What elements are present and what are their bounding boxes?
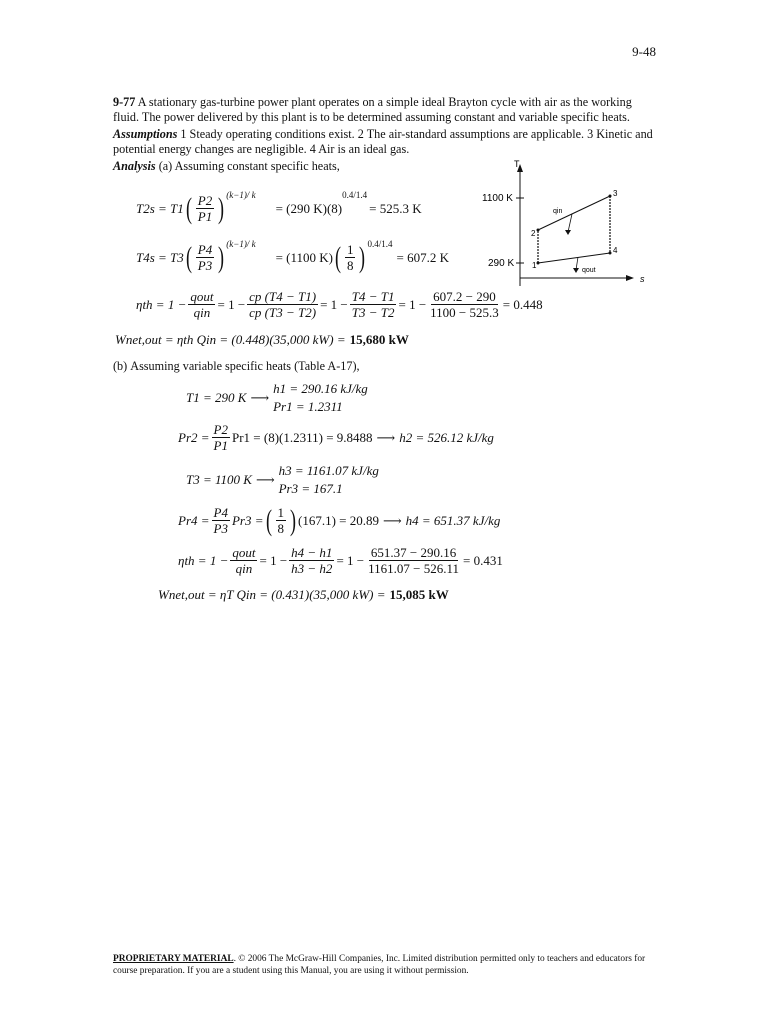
eq-eta-b: ηth = 1 − $\frac{\text{qout}}{\text{qin}}$ = 1 − $\frac{h4 - h1}{h3 - h2}$ = 1 − $\frac{651.37 - 290.16}{1161.07 - 526.11}$ = 0.431 (178, 545, 503, 576)
eq-wnet-a: Wnet,out = ηth Qin = (0.448)(35,000 kW) = 15,680 kW (115, 332, 409, 347)
s-axis-label: s (640, 274, 645, 284)
analysis-label: Analysis (113, 159, 156, 173)
label-2: 2 (531, 229, 536, 238)
s-axis-arrow (626, 275, 634, 281)
point-1 (537, 262, 540, 265)
part-b-intro: (b) Assuming variable specific heats (Table A-17), (113, 359, 360, 373)
page-number: 9-48 (632, 44, 656, 59)
eq-t3: T3 = 1100 K ⟶ h3 = 1161.07 kJ/kg Pr3 = 167.1 (186, 463, 379, 496)
part-a-label: (a) (158, 159, 173, 173)
assumptions-label: Assumptions (113, 127, 178, 141)
eq-t2s: T2s = T1 ( $\frac{P2}{P1}$ ) (k−1)/ k = (290 K)(8) 0.4/1.4 = 525.3 K (136, 189, 422, 225)
point-2 (537, 229, 540, 232)
heat-in-line (538, 196, 610, 230)
problem-number: 9-77 (113, 95, 136, 109)
heat-out-line (538, 253, 610, 263)
ts-diagram (480, 158, 660, 288)
footer-label: PROPRIETARY MATERIAL (113, 954, 234, 964)
t-low-label: 290 K (488, 258, 515, 269)
assumptions (113, 127, 653, 157)
eq-pr4: Pr4 = $\frac{P4}{P3}$ Pr3 = ( $\frac{1}{8}$ ) (167.1) = 20.89 ⟶ h4 = 651.37 kJ/kg (178, 503, 501, 537)
eq-pr2: Pr2 = $\frac{P2}{P1}$ Pr1 = (8)(1.2311) = 9.8488 ⟶ h2 = 526.12 kJ/kg (178, 422, 494, 453)
label-1: 1 (532, 261, 537, 270)
eq-eta-a: ηth = 1 − $\frac{\text{qout}}{\text{qin}}$ = 1 − $\frac{cp (T4 - T1)}{cp (T3 - T2)}$ = 1 − $\frac{T4 - T1}{T3 - T2}$ = 1 − $\frac{607.2 - 290}{1100 - 525.3}$ = 0.448 (136, 289, 543, 320)
q-in-label: qin (553, 208, 563, 215)
t-high-label: 1100 K (482, 193, 513, 204)
q-in-arrowhead (565, 230, 571, 235)
point-3 (609, 195, 612, 198)
label-4: 4 (613, 246, 618, 255)
t-axis-label: T (514, 159, 520, 169)
q-in-arrow (568, 214, 572, 232)
eq-t4s: T4s = T3 ( $\frac{P4}{P3}$ ) (k−1)/ k = (1100 K) ( $\frac{1}{8}$ ) 0.4/1.4 = 607.2 K (136, 238, 449, 274)
statement: A stationary gas-turbine power plant operates on a simple ideal Brayton cycle with air as the working fluid. The power delivered by this plant is to be determined assuming constant and variable specific heats. (113, 95, 632, 124)
label-3: 3 (613, 189, 618, 198)
part-a-text: Assuming constant specific heats, (174, 159, 340, 173)
assumptions-text: 1 Steady operating conditions exist. 2 The air-standard assumptions are applicable. 3 Kinetic and potential energy changes are negligible. 4 Air is an ideal gas. (113, 127, 653, 156)
point-4 (609, 252, 612, 255)
footer (113, 953, 653, 977)
q-out-label: qout (582, 267, 596, 274)
eq-wnet-b: Wnet,out = ηT Qin = (0.431)(35,000 kW) = 15,085 kW (158, 587, 449, 602)
eq-t1: T1 = 290 K ⟶ h1 = 290.16 kJ/kg Pr1 = 1.2311 (186, 381, 368, 414)
problem-statement (113, 95, 653, 125)
footer-text: . © 2006 The McGraw-Hill Companies, Inc. Limited distribution permitted only to teachers and educators for course preparation. If you are a student using this Manual, you are using it without permission. (113, 954, 646, 976)
q-out-arrowhead (573, 268, 579, 273)
